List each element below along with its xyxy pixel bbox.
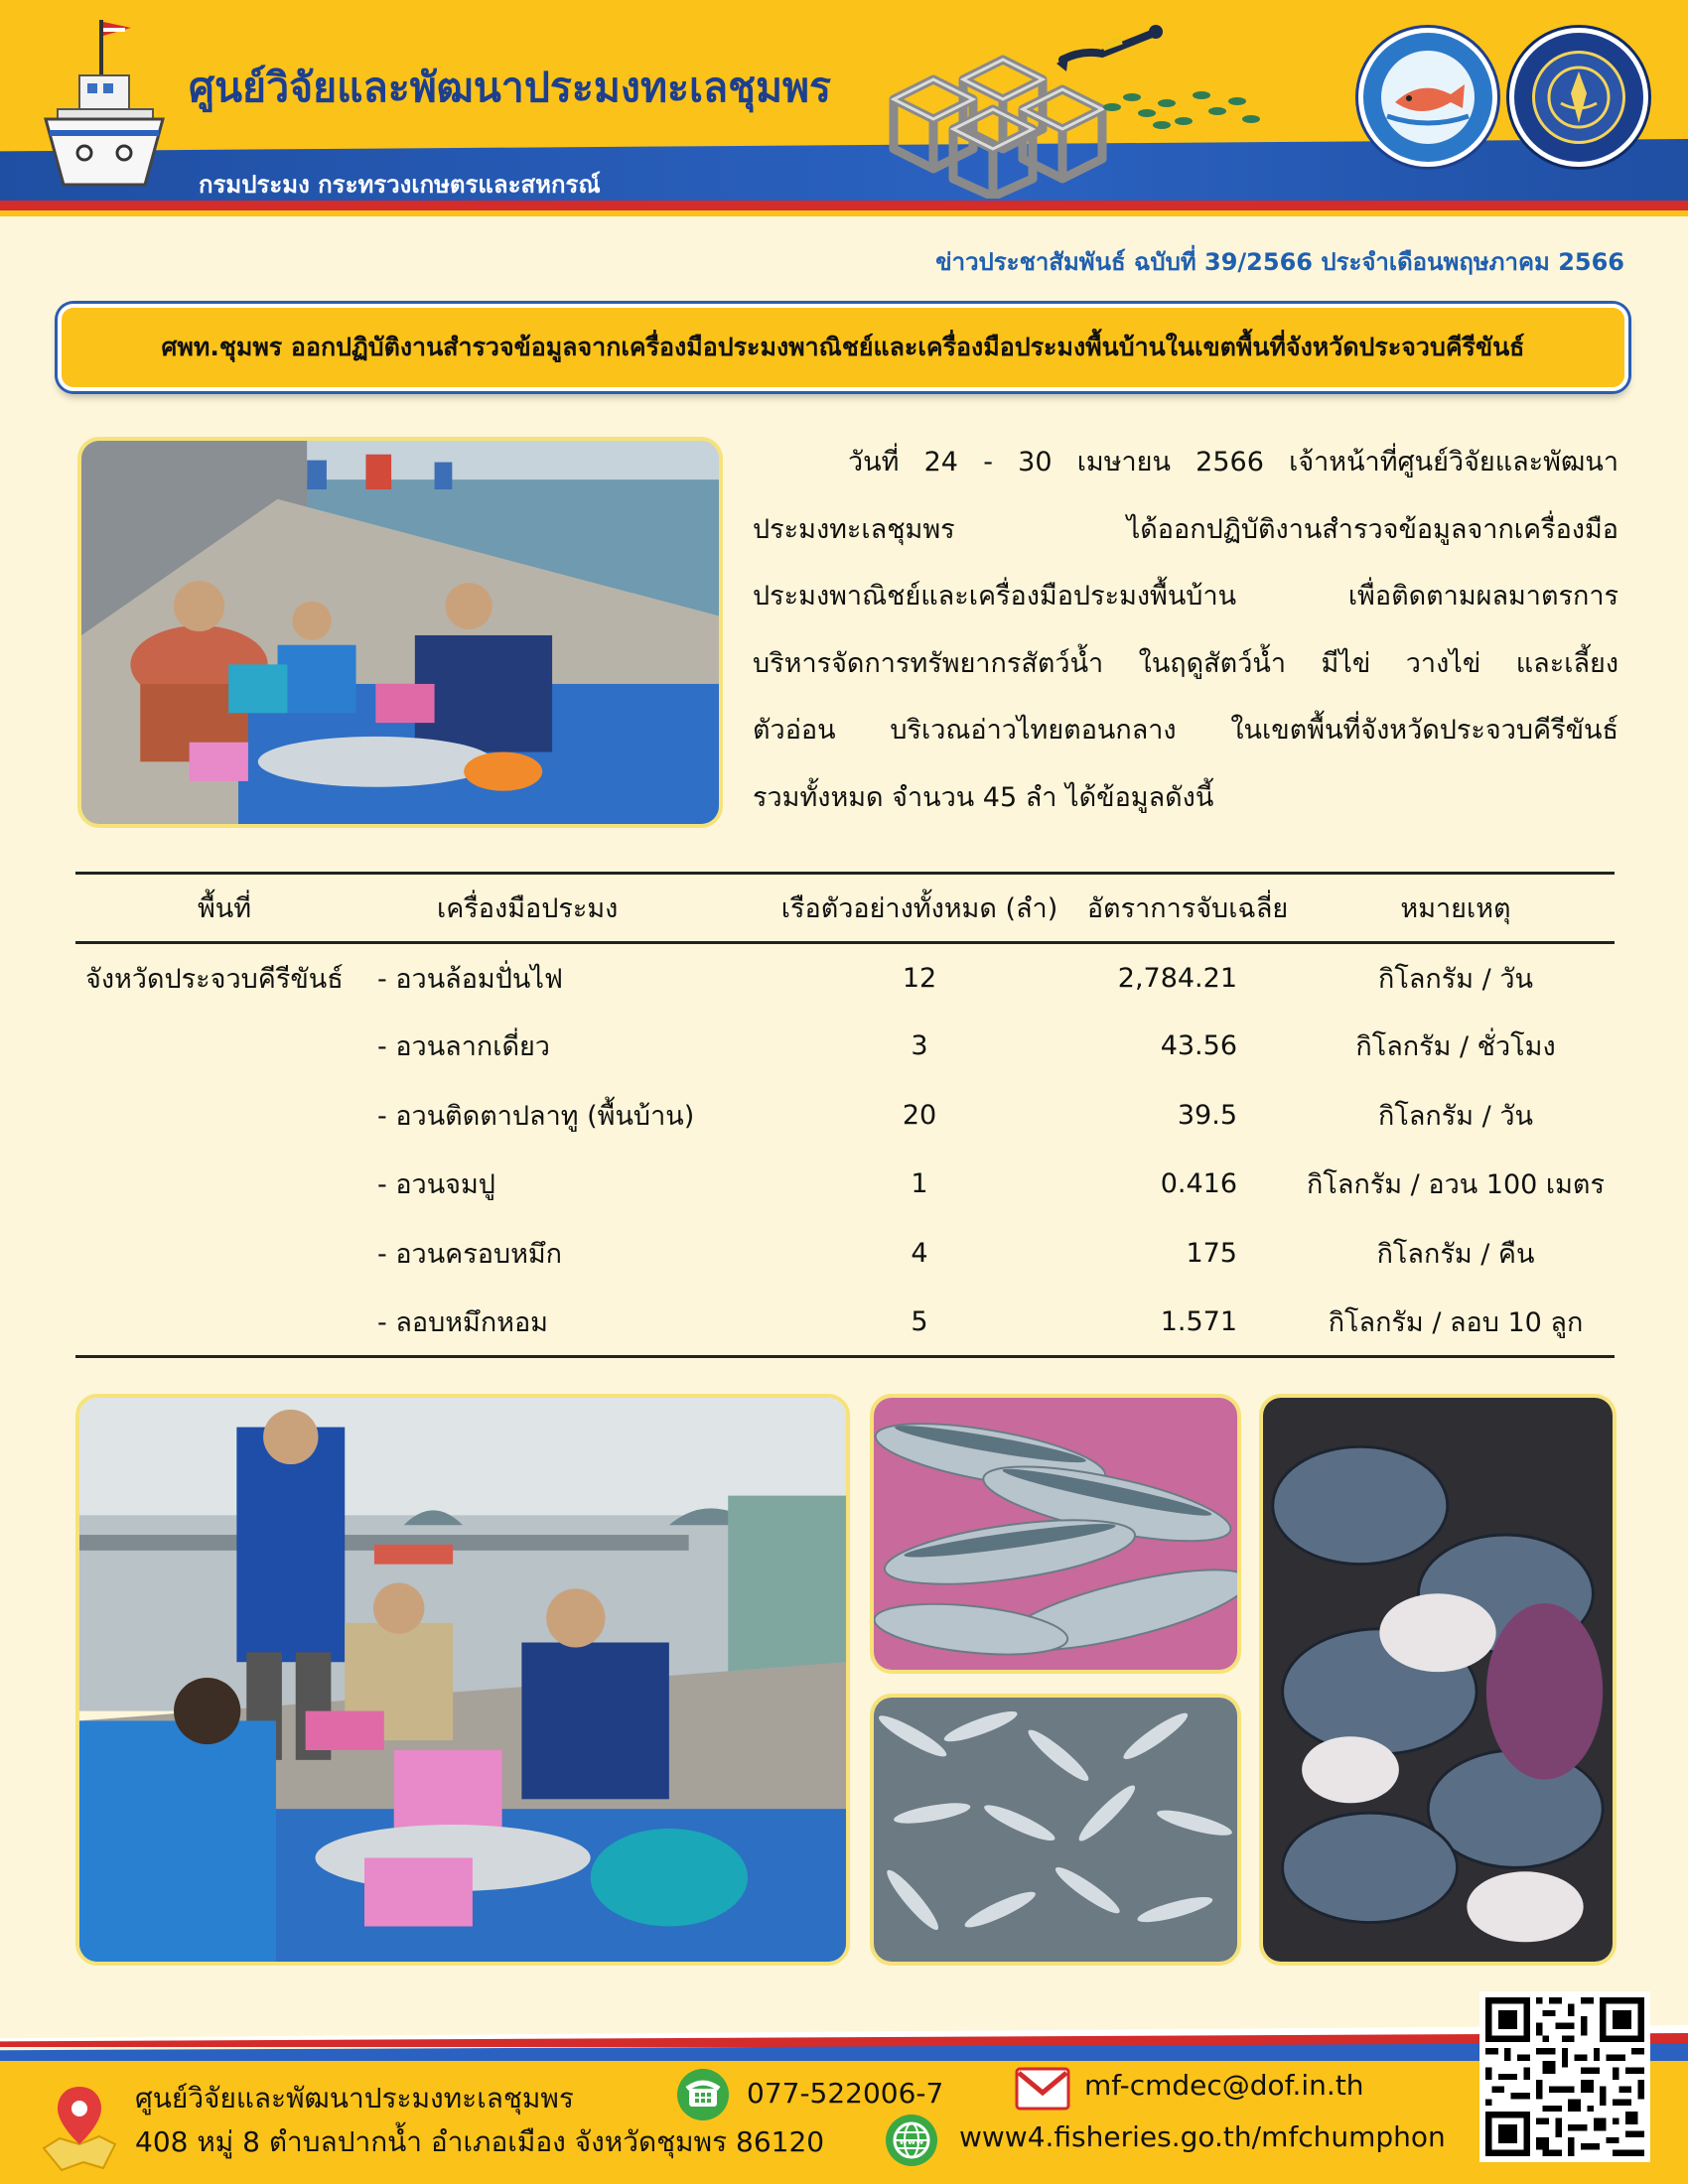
rate-cell: 39.5 (1177, 1099, 1237, 1131)
header-gear: เครื่องมือประมง (437, 893, 619, 924)
footer-phone[interactable]: 077-522006-7 (747, 2077, 944, 2110)
ship-icon (40, 14, 169, 193)
rate-cell: 1.571 (1160, 1305, 1237, 1337)
department-of-fisheries-seal-logo (1509, 28, 1648, 167)
photo-team-sorting-catch (75, 1394, 850, 1966)
unit-cell: กิโลกรัม / ลอบ 10 ลูก (1328, 1306, 1584, 1338)
rate-cell: 0.416 (1160, 1168, 1237, 1200)
table-row (75, 943, 1615, 1013)
gear-cell: - ลอบหมึกหอม (377, 1306, 548, 1338)
catch-rate-table (75, 872, 1615, 1358)
boats-cell: 3 (911, 1030, 928, 1062)
unit-cell: กิโลกรัม / ชั่วโมง (1355, 1031, 1556, 1063)
unit-cell: กิโลกรัม / อวน 100 เมตร (1307, 1169, 1605, 1201)
table-header-row (75, 874, 1615, 943)
boats-cell: 5 (911, 1305, 928, 1337)
svg-text:www: www (899, 2137, 924, 2147)
area-cell: จังหวัดประจวบคีรีขันธ์ (85, 963, 344, 995)
photo-blue-crabs (1259, 1394, 1617, 1966)
photo-survey-pier (77, 437, 723, 828)
ministry-subtitle: กรมประมง กระทรวงเกษตรและสหกรณ์ (199, 171, 601, 199)
rate-cell: 175 (1186, 1237, 1237, 1269)
body-line: รวมทั้งหมด จำนวน 45 ลำ ได้ข้อมูลดังนี้ (753, 781, 1214, 813)
center-name-title: ศูนย์วิจัยและพัฒนาประมงทะเลชุมพร (189, 64, 832, 111)
body-line: วันที่ 24 - 30 เมษายน 2566 เจ้าหน้าที่ศูนย์วิจัยและพัฒนา (848, 447, 1618, 478)
press-release-issue-line: ข่าวประชาสัมพันธ์ ฉบับที่ 39/2566 ประจำเดือนพฤษภาคม 2566 (935, 248, 1624, 276)
gear-cell: - อวนลากเดี่ยว (377, 1031, 550, 1063)
phone-icon (675, 2067, 731, 2122)
fish-school-icon (1092, 77, 1271, 137)
rate-cell: 43.56 (1160, 1030, 1237, 1062)
header-area: พื้นที่ (197, 893, 252, 924)
unit-cell: กิโลกรัม / วัน (1378, 1100, 1533, 1132)
gear-cell: - อวนครอบหมึก (377, 1238, 563, 1270)
table-row (75, 1288, 1615, 1357)
footer-email[interactable]: mf-cmdec@dof.in.th (1084, 2069, 1364, 2102)
photo-mackerel-catch (870, 1394, 1241, 1674)
research-center-seal-logo (1358, 28, 1497, 167)
footer-org-name: ศูนย์วิจัยและพัฒนาประมงทะเลชุมพร (135, 2082, 574, 2115)
table-row (75, 1219, 1615, 1289)
boats-cell: 20 (902, 1099, 937, 1131)
news-body-paragraph (753, 429, 1618, 831)
mail-icon (1015, 2067, 1070, 2111)
header-remark: หมายเหตุ (1400, 893, 1511, 924)
scuba-diver-icon (1053, 20, 1172, 79)
header-sample-boats: เรือตัวอย่างทั้งหมด (ลำ) (780, 893, 1058, 924)
gear-cell: - อวนล้อมปั่นไฟ (377, 963, 564, 995)
body-line: บริหารจัดการทรัพยากรสัตว์น้ำ ในฤดูสัตว์น้ำ มีไข่ วางไข่ และเลี้ยง (753, 647, 1618, 679)
footer-address: 408 หมู่ 8 ตำบลปากน้ำ อำเภอเมือง จังหวัดชุมพร 86120 (135, 2125, 825, 2158)
table-row (75, 1150, 1615, 1219)
body-line: ประมงทะเลชุมพร ได้ออกปฏิบัติงานสำรวจข้อมูลจากเครื่องมือ (753, 513, 1618, 545)
table-row (75, 1012, 1615, 1081)
header-catch-rate: อัตราการจับเฉลี่ย (1086, 893, 1289, 924)
boats-cell: 1 (911, 1168, 928, 1200)
body-line: ตัวอ่อน บริเวณอ่าวไทยตอนกลาง ในเขตพื้นที่จังหวัดประจวบคีรีขันธ์ (753, 715, 1618, 746)
photo-small-fish-catch (870, 1694, 1241, 1966)
gear-cell: - อวนติดตาปลาทู (พื้นบ้าน) (377, 1100, 695, 1132)
gear-cell: - อวนจมปู (377, 1169, 495, 1201)
map-pin-icon (40, 2083, 119, 2172)
footer-website[interactable]: www4.fisheries.go.th/mfchumphon (959, 2120, 1446, 2153)
body-line: ประมงพาณิชย์และเครื่องมือประมงพื้นบ้าน เพื่อติดตามผลมาตรการ (753, 581, 1618, 612)
table-row (75, 1081, 1615, 1151)
unit-cell: กิโลกรัม / คืน (1376, 1238, 1535, 1270)
rate-cell: 2,784.21 (1117, 962, 1237, 994)
headline-box (58, 304, 1628, 391)
globe-icon (884, 2113, 939, 2168)
qr-code[interactable] (1479, 1991, 1650, 2162)
boats-cell: 12 (902, 962, 937, 994)
boats-cell: 4 (911, 1237, 928, 1269)
unit-cell: กิโลกรัม / วัน (1378, 963, 1533, 995)
headline-text: ศพท.ชุมพร ออกปฏิบัติงานสำรวจข้อมูลจากเครื่องมือประมงพาณิชย์และเครื่องมือประมงพื้นบ้านในเขตพื้นที่จังหวัดประจวบคีรีขันธ์ (161, 333, 1525, 361)
